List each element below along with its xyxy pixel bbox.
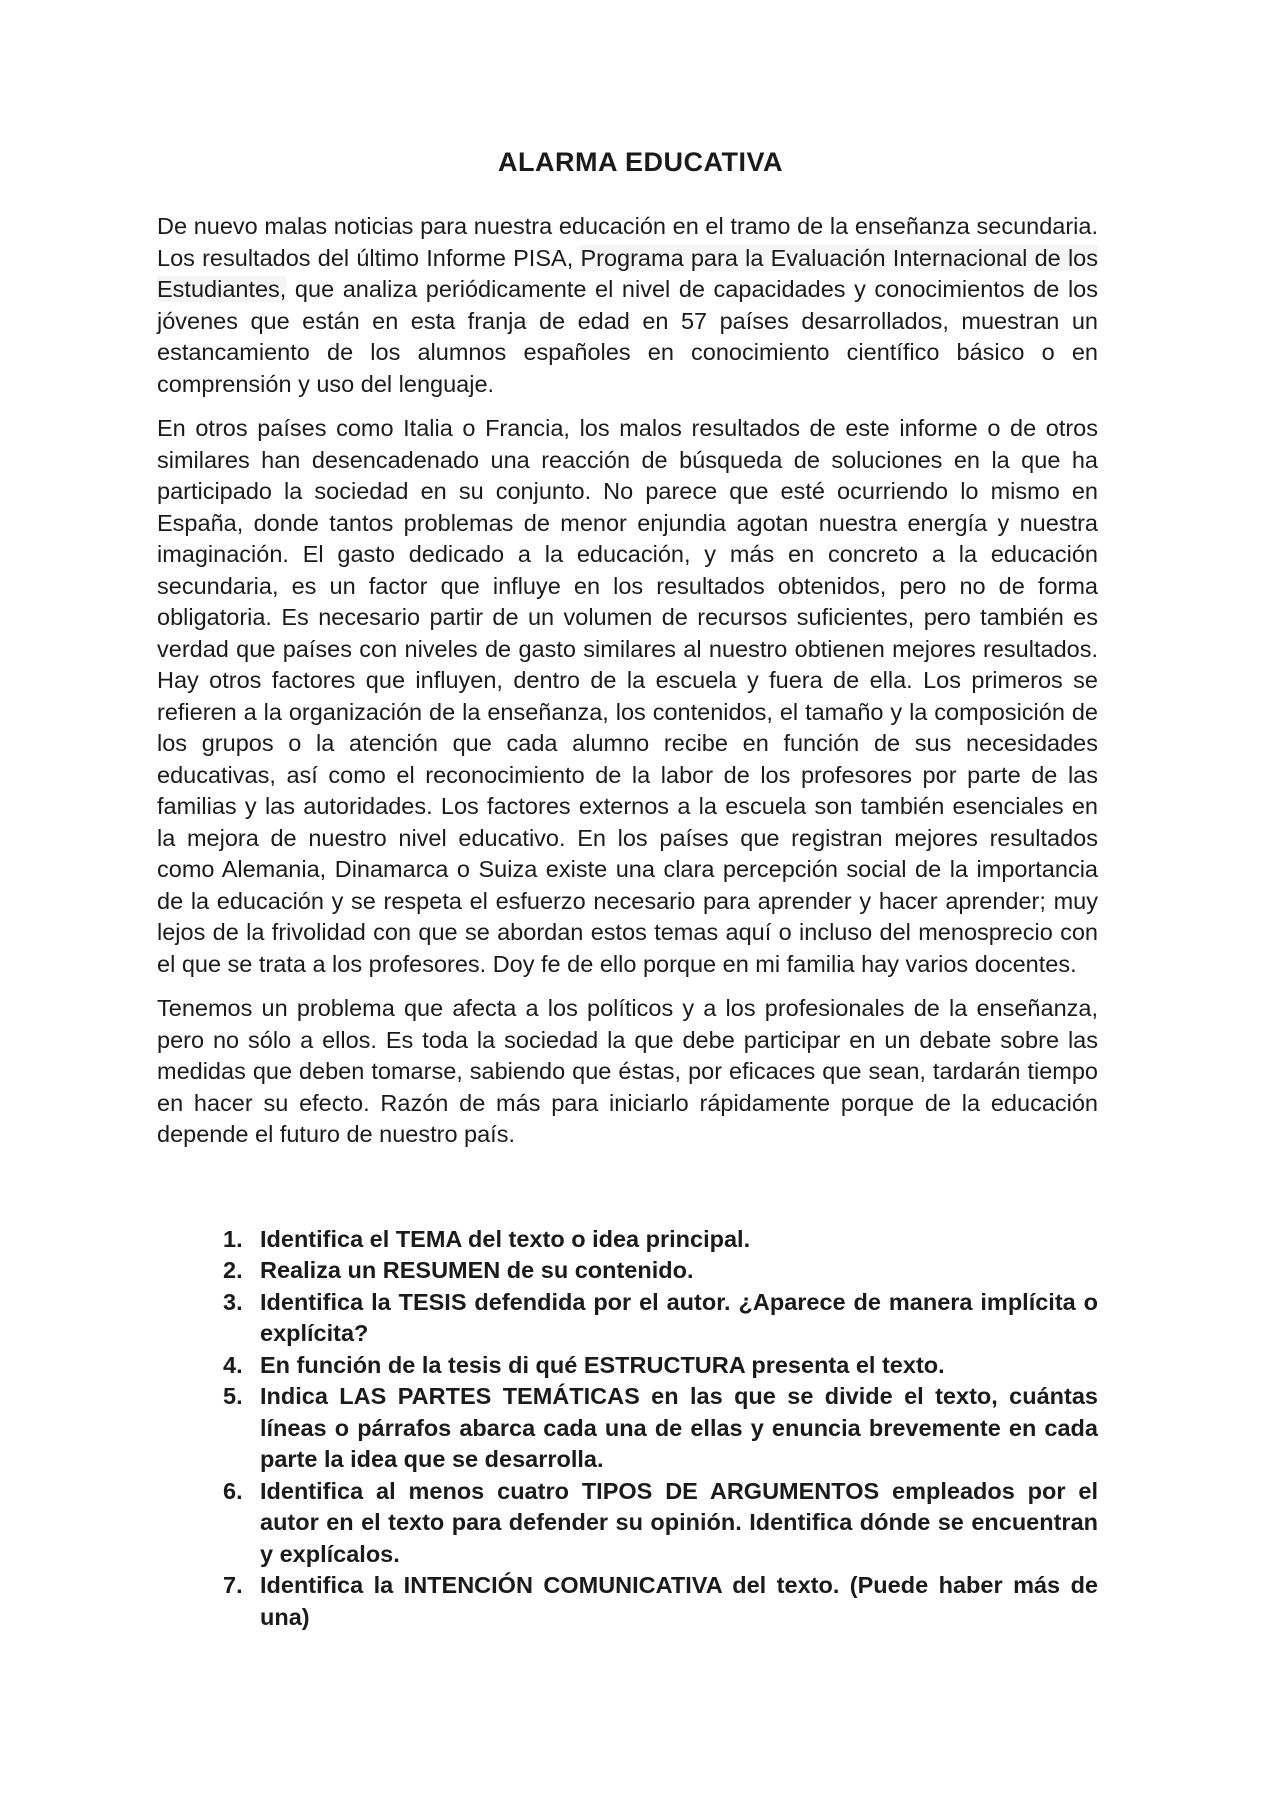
paragraph-intro-text-before: De nuevo malas noticias para nuestra educación en el tramo de la enseñanza secundaria. Los resultados del último Informe PISA,: [157, 213, 1098, 271]
question-item-5: [223, 1381, 1098, 1476]
question-number: 6.: [223, 1477, 243, 1504]
question-number: 5.: [223, 1383, 243, 1409]
question-number: 4.: [223, 1351, 243, 1378]
question-text: Identifica al menos cuatro TIPOS DE ARGUMENTOS empleados por el autor en el texto para defender su opinión. Identifica dónde se encuentran y explícalos.: [260, 1477, 1098, 1567]
question-number: 7.: [223, 1572, 243, 1598]
page-title: ALARMA EDUCATIVA: [498, 147, 783, 177]
highlighted-phrase: Programa para la Evaluación Internacional de los Estudiantes,: [157, 244, 1098, 302]
question-item-6: [223, 1476, 1098, 1571]
paragraph-analysis: En otros países como Italia o Francia, los malos resultados de este informe o de otros similares han desencadenado una reacción de búsqueda de soluciones en la que ha participado la sociedad en su conjunto. No parece que esté ocurriendo lo mismo en España, donde tantos problemas de menor enjundia agotan nuestra energía y nuestra imaginación. El gasto dedicado a la educación, y más en concreto a la educación secundaria, es un factor que influye en los resultados obtenidos, pero no de forma obligatoria. Es necesario partir de un volumen de recursos suficientes, pero también es verdad que países con niveles de gasto similares al nuestro obtienen mejores resultados. Hay otros factores que influyen, dentro de la escuela y fuera de ella. Los primeros se refieren a la organización de la enseñanza, los contenidos, el tamaño y la composición de los grupos o la atención que cada alumno recibe en función de sus necesidades educativas, así como el reconocimiento de la labor de los profesores por parte de las familias y las autoridades. Los factores externos a la escuela son también esenciales en la mejora de nuestro nivel educativo. En los países que registran mejores resultados como Alemania, Dinamarca o Suiza existe una clara percepción social de la importancia de la educación y se respeta el esfuerzo necesario para aprender y hacer aprender; muy lejos de la frivolidad con que se abordan estos temas aquí o incluso del menosprecio con el que se trata a los profesores. Doy fe de ello porque en mi familia hay varios docentes.: [157, 415, 1098, 977]
question-number: 1.: [223, 1225, 243, 1252]
paragraph-conclusion: Tenemos un problema que afecta a los políticos y a los profesionales de la enseñanza, pero no sólo a ellos. Es toda la sociedad la que debe participar en un debate sobre las medidas que deben tomarse, sabiendo que éstas, por eficaces que sean, tardarán tiempo en hacer su efecto. Razón de más para iniciarlo rápidamente porque de la educación depende el futuro de nuestro país.: [157, 995, 1098, 1147]
question-item-3: [223, 1287, 1098, 1350]
question-number: 3.: [223, 1288, 243, 1315]
question-text: Realiza un RESUMEN de su contenido.: [260, 1257, 694, 1283]
question-item-1: [223, 1224, 1098, 1256]
question-item-7: [223, 1570, 1098, 1633]
question-text: Indica LAS PARTES TEMÁTICAS en las que se divide el texto, cuántas líneas o párrafos abarca cada una de ellas y enuncia brevemente en cada parte la idea que se desarrolla.: [260, 1383, 1098, 1472]
questions-list: [157, 1224, 1098, 1634]
document-content: [157, 147, 1098, 1633]
question-number: 2.: [223, 1257, 243, 1283]
question-item-2: [223, 1255, 1098, 1287]
question-item-4: [223, 1350, 1098, 1382]
paragraph-intro-text-after: que analiza periódicamente el nivel de capacidades y conocimientos de los jóvenes que están en esta franja de edad en 57 países desarrollados, muestran un estancamiento de los alumnos españoles en conocimiento científico básico o en comprensión y uso del lenguaje.: [157, 276, 1098, 397]
question-text: Identifica el TEMA del texto o idea principal.: [260, 1225, 751, 1252]
paragraph-intro: [157, 211, 1098, 400]
question-text: En función de la tesis di qué ESTRUCTURA presenta el texto.: [260, 1351, 945, 1378]
question-text: Identifica la TESIS defendida por el autor. ¿Aparece de manera implícita o explícita?: [260, 1288, 1098, 1346]
question-text: Identifica la INTENCIÓN COMUNICATIVA del texto. (Puede haber más de una): [260, 1572, 1098, 1630]
